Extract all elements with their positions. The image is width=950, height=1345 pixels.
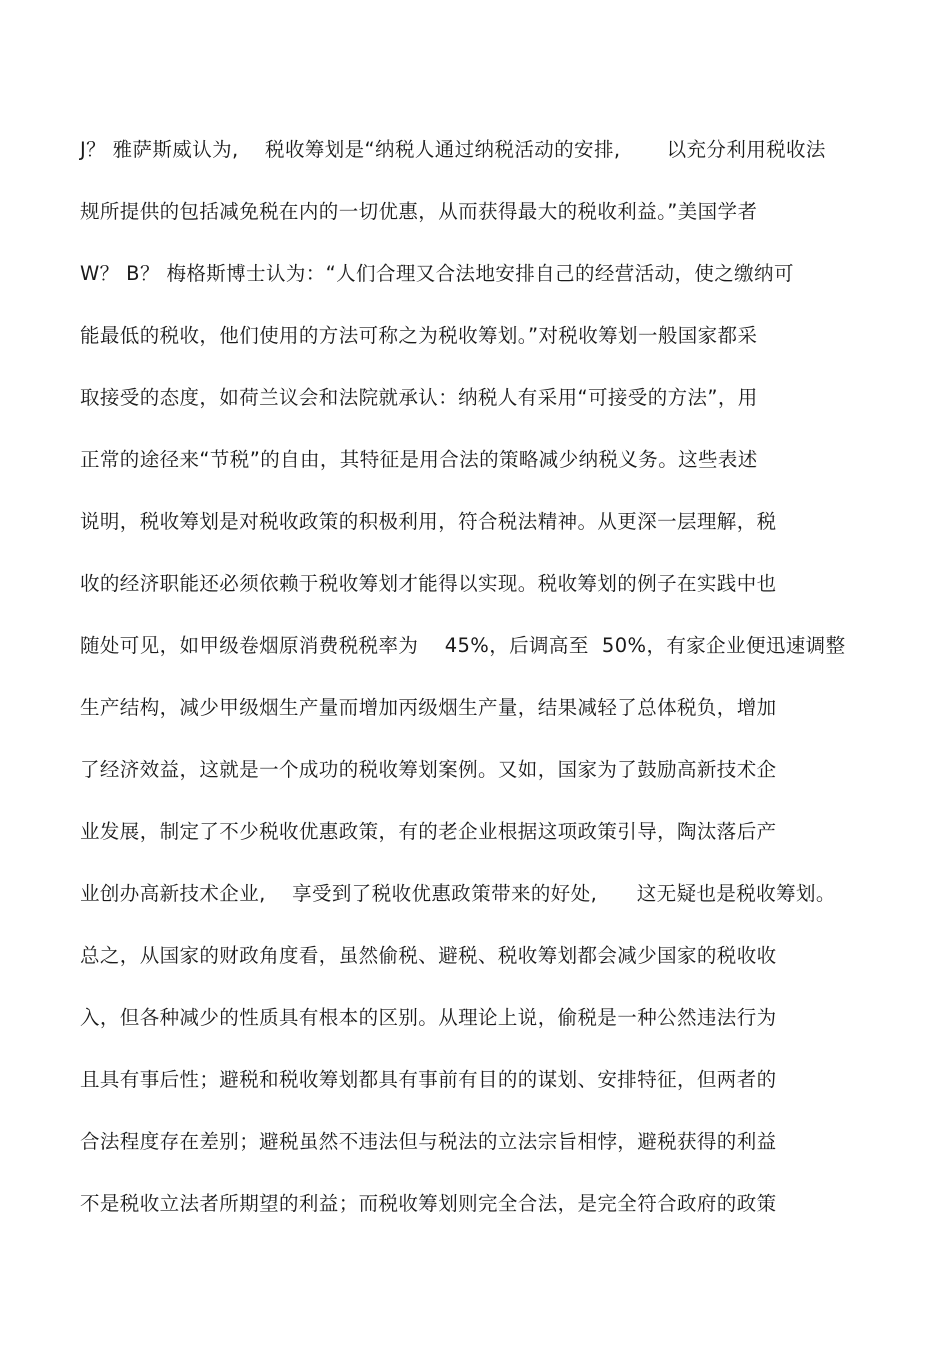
text-line-12: 业发展，制定了不少税收优惠政策，有的老企业根据这项政策引导，陶汰落后产 bbox=[80, 820, 777, 843]
text-line-16: 且具有事后性；避税和税收筹划都具有事前有目的的谋划、安排特征，但两者的 bbox=[80, 1068, 777, 1091]
text-line-3: W？ B？ 梅格斯博士认为：“人们合理又合法地安排自己的经营活动，使之缴纳可 bbox=[80, 262, 794, 285]
text-line-17: 合法程度存在差别；避税虽然不违法但与税法的立法宗旨相悖，避税获得的利益 bbox=[80, 1130, 777, 1153]
text-line-1: J？ 雅萨斯威认为, 税收筹划是“纳税人通过纳税活动的安排, 以充分利用税收法 bbox=[80, 138, 826, 161]
text-line-18: 不是税收立法者所期望的利益；而税收筹划则完全合法，是完全符合政府的政策 bbox=[80, 1192, 777, 1215]
text-line-6: 正常的途径来“节税”的自由，其特征是用合法的策略减少纳税义务。这些表述 bbox=[80, 448, 758, 471]
text-line-8: 收的经济职能还必须依赖于税收筹划才能得以实现。税收筹划的例子在实践中也 bbox=[80, 572, 777, 595]
text-line-11: 了经济效益，这就是一个成功的税收筹划案例。又如，国家为了鼓励高新技术企 bbox=[80, 758, 777, 781]
text-line-13: 业创办高新技术企业, 享受到了税收优惠政策带来的好处, 这无疑也是税收筹划。 bbox=[80, 882, 836, 905]
text-line-10: 生产结构，减少甲级烟生产量而增加丙级烟生产量，结果减轻了总体税负，增加 bbox=[80, 696, 777, 719]
text-line-4: 能最低的税收，他们使用的方法可称之为税收筹划。”对税收筹划一般国家都采 bbox=[80, 324, 758, 347]
text-line-7: 说明，税收筹划是对税收政策的积极利用，符合税法精神。从更深一层理解，税 bbox=[80, 510, 777, 533]
text-line-2: 规所提供的包括减免税在内的一切优惠，从而获得最大的税收利益。”美国学者 bbox=[80, 200, 758, 223]
text-line-5: 取接受的态度，如荷兰议会和法院就承认：纳税人有采用“可接受的方法”，用 bbox=[80, 386, 758, 409]
text-line-9: 随处可见，如甲级卷烟原消费税税率为 45%，后调高至 50%，有家企业便迅速调整 bbox=[80, 634, 846, 657]
text-line-14: 总之，从国家的财政角度看，虽然偷税、避税、税收筹划都会减少国家的税收收 bbox=[80, 944, 777, 967]
text-line-15: 入，但各种减少的性质具有根本的区别。从理论上说，偷税是一种公然违法行为 bbox=[80, 1006, 777, 1029]
